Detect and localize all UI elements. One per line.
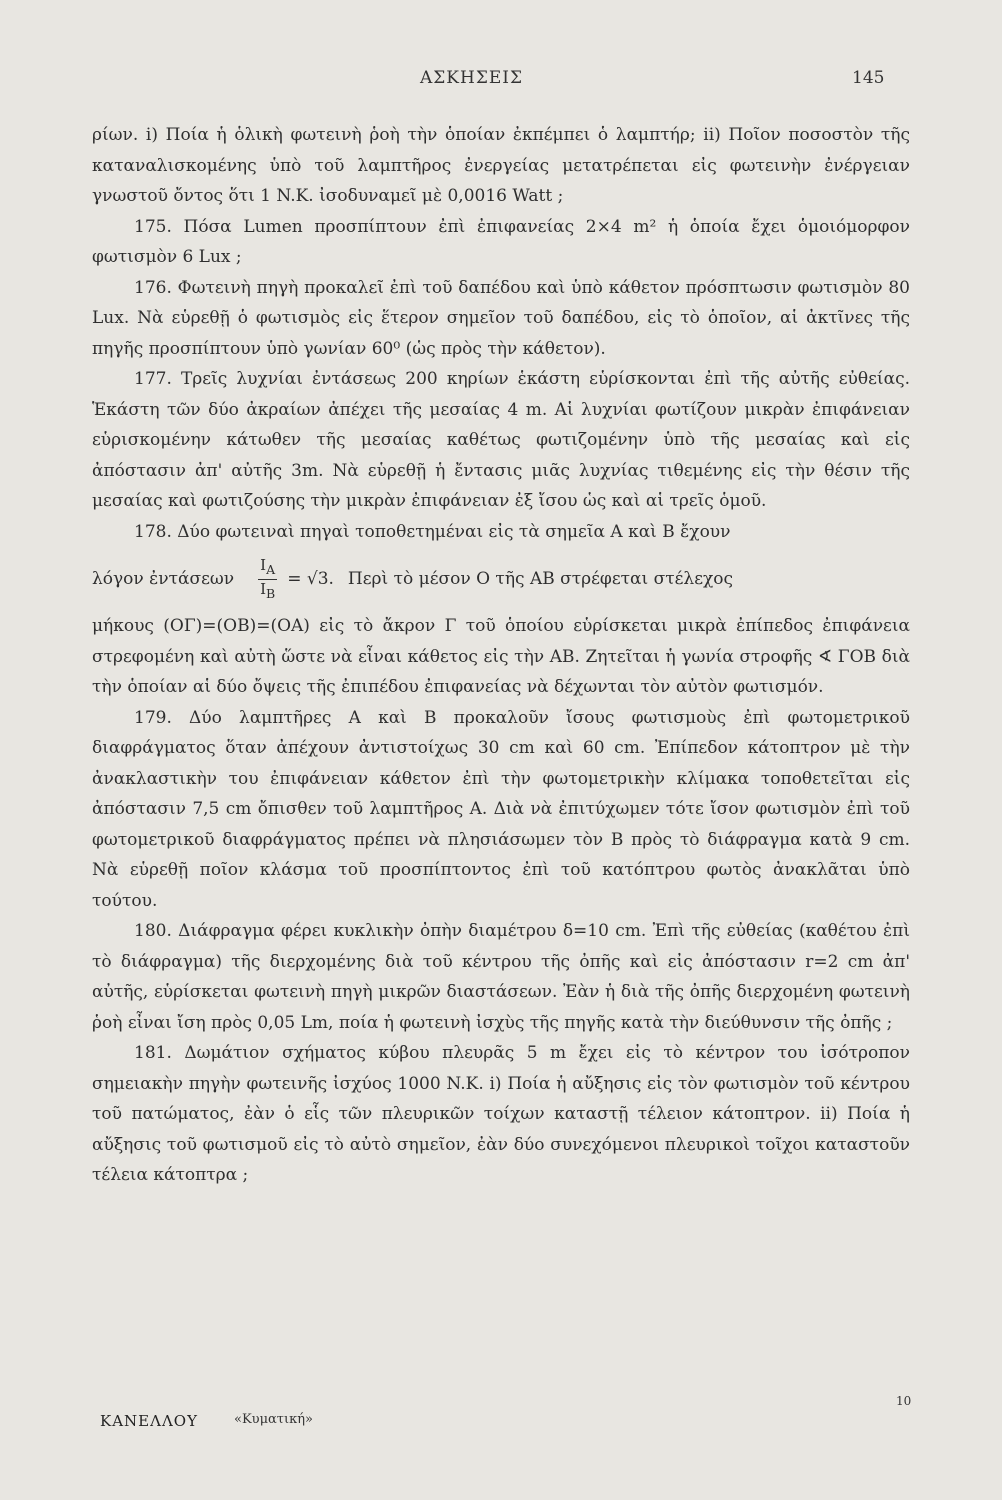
sheet-number: 10 [896,1394,912,1408]
paragraph-continuation: ρίων. i) Ποία ἡ ὁλικὴ φωτεινὴ ῥοὴ τὴν ὁποίαν ἐκπέμπει ὁ λαμπτήρ; ii) Ποῖον ποσοστὸν τῆς καταναλισκομένης ὑπὸ τοῦ λαμπτῆρος ἐνεργείας μετατρέπεται εἰς φωτεινὴν ἐνέργειαν γνωστοῦ ὄντος ὅτι 1 N.K. ἰσοδυναμεῖ μὲ 0,0016 Watt ; [92,125,910,206]
fraction-numerator: $I_A$ [258,556,277,580]
ratio-equals-root3: = √3. [287,568,334,589]
exercise-181: 181. Δωμάτιον σχήματος κύβου πλευρᾶς 5 m ἔχει εἰς τὸ κέντρον του ἰσότροπον σημειακὴν πηγὴν φωτεινῆς ἰσχύος 1000 N.K. i) Ποία ἡ αὔξησις εἰς τὸν φωτισμὸν τοῦ κέντρου τοῦ πατώματος, ἐὰν ὁ εἷς τῶν πλευρικῶν τοίχων καταστῇ τέλειον κάτοπτρον. ii) Ποία ἡ αὔξησις τοῦ φωτισμοῦ εἰς τὸ αὐτὸ σημεῖον, ἐὰν δύο συνεχόμενοι πλευρικοὶ τοῖχοι καταστοῦν τέλεια κάτοπτρα ; [92,1043,910,1185]
intensity-ratio-fraction [258,556,277,603]
exercise-178-intro: 178. Δύο φωτειναὶ πηγαὶ τοποθετημέναι εἰς τὰ σημεῖα A καὶ B ἔχουν [134,521,731,542]
fraction-denominator: $I_B$ [260,579,276,601]
footer-book-title: «Κυματική» [234,1412,313,1427]
ratio-lead-text: λόγον ἐντάσεων [92,568,235,589]
exercise-175: 175. Πόσα Lumen προσπίπτουν ἐπὶ ἐπιφανείας 2×4 m² ἡ ὁποία ἔχει ὁμοιόμορφον φωτισμὸν 6 Lux ; [92,216,910,267]
subscript: B [266,585,276,601]
subscript: A [266,561,276,577]
footer-author: ΚΑΝΕΛΛΟΥ [100,1412,198,1430]
exercise-179: 179. Δύο λαμπτῆρες A καὶ B προκαλοῦν ἴσους φωτισμοὺς ἐπὶ φωτομετρικοῦ διαφράγματος ὅταν ἀπέχουν ἀντιστοίχως 30 cm καὶ 60 cm. Ἐπίπεδον κάτοπτρον μὲ τὴν ἀνακλαστικὴν του ἐπιφάνειαν κάθετον ἐπὶ τὴν φωτομετρικὴν κλίμακα τοποθετεῖται εἰς ἀπόστασιν 7,5 cm ὄπισθεν τοῦ λαμπτῆρος A. Διὰ νὰ ἐπιτύχωμεν τότε ἴσον φωτισμὸν ἐπὶ τοῦ φωτομετρικοῦ διαφράγματος πρέπει νὰ πλησιάσωμεν τὸν B πρὸς τὸ διάφραγμα κατὰ 9 cm. Νὰ εὑρεθῇ ποῖον κλάσμα τοῦ προσπίπτοντος ἐπὶ τοῦ κατόπτρου φωτὸς ἀνακλᾶται ὑπὸ τούτου. [92,707,910,911]
exercise-178-rest: μήκους (OΓ)=(OB)=(OA) εἰς τὸ ἄκρον Γ τοῦ ὁποίου εὑρίσκεται μικρὰ ἐπίπεδος ἐπιφάνεια στρεφομένη καὶ αὐτὴ ὥστε νὰ εἶναι κάθετος εἰς τὴν AB. Ζητεῖται ἡ γωνία στροφῆς ∢ ΓOB διὰ τὴν ὁποίαν αἱ δύο ὄψεις τῆς ἐπιπέδου ἐπιφανείας νὰ δέχωνται τὸν αὐτὸν φωτισμόν. [92,616,910,697]
exercise-178-ratio-line [92,547,910,611]
page-number: 145 [852,68,885,88]
exercise-text [92,120,910,1191]
exercise-176: 176. Φωτεινὴ πηγὴ προκαλεῖ ἐπὶ τοῦ δαπέδου καὶ ὑπὸ κάθετον πρόσπτωσιν φωτισμὸν 80 Lux. Νὰ εὑρεθῇ ὁ φωτισμὸς εἰς ἕτερον σημεῖον τοῦ δαπέδου, εἰς τὸ ὁποῖον, αἱ ἀκτῖνες τῆς πηγῆς προσπίπτουν ὑπὸ γωνίαν 60⁰ (ὡς πρὸς τὴν κάθετον). [92,277,910,359]
running-head-title: ΑΣΚΗΣΕΙΣ [420,68,523,88]
ratio-tail-text: Περὶ τὸ μέσον O τῆς AB στρέφεται στέλεχος [347,568,734,589]
exercise-180: 180. Διάφραγμα φέρει κυκλικὴν ὀπὴν διαμέτρου δ=10 cm. Ἐπὶ τῆς εὐθείας (καθέτου ἐπὶ τὸ διάφραγμα) τῆς διερχομένης διὰ τοῦ κέντρου τῆς ὀπῆς καὶ εἰς ἀπόστασιν r=2 cm ἀπ' αὐτῆς, εὑρίσκεται φωτεινὴ πηγὴ μικρῶν διαστάσεων. Ἐὰν ἡ διὰ τῆς ὀπῆς διερχομένη φωτεινὴ ῥοὴ εἶναι ἴση πρὸς 0,05 Lm, ποία ἡ φωτεινὴ ἰσχὺς τῆς πηγῆς κατὰ τὴν διεύθυνσιν τῆς ὀπῆς ; [92,921,910,1033]
exercise-177: 177. Τρεῖς λυχνίαι ἐντάσεως 200 κηρίων ἑκάστη εὑρίσκονται ἐπὶ τῆς αὐτῆς εὐθείας. Ἑκάστη τῶν δύο ἀκραίων ἀπέχει τῆς μεσαίας 4 m. Αἱ λυχνίαι φωτίζουν μικρὰν ἐπιφάνειαν εὑρισκομένην κάτωθεν τῆς μεσαίας καθέτως φωτιζομένην ὑπὸ τῆς μεσαίας καὶ εἰς ἀπόστασιν ἀπ' αὐτῆς 3m. Νὰ εὑρεθῇ ἡ ἔντασις μιᾶς λυχνίας τιθεμένης εἰς τὴν θέσιν τῆς μεσαίας καὶ φωτιζούσης τὴν μικρὰν ἐπιφάνειαν ἐξ ἴσου ὡς καὶ αἱ τρεῖς ὁμοῦ. [92,369,910,511]
